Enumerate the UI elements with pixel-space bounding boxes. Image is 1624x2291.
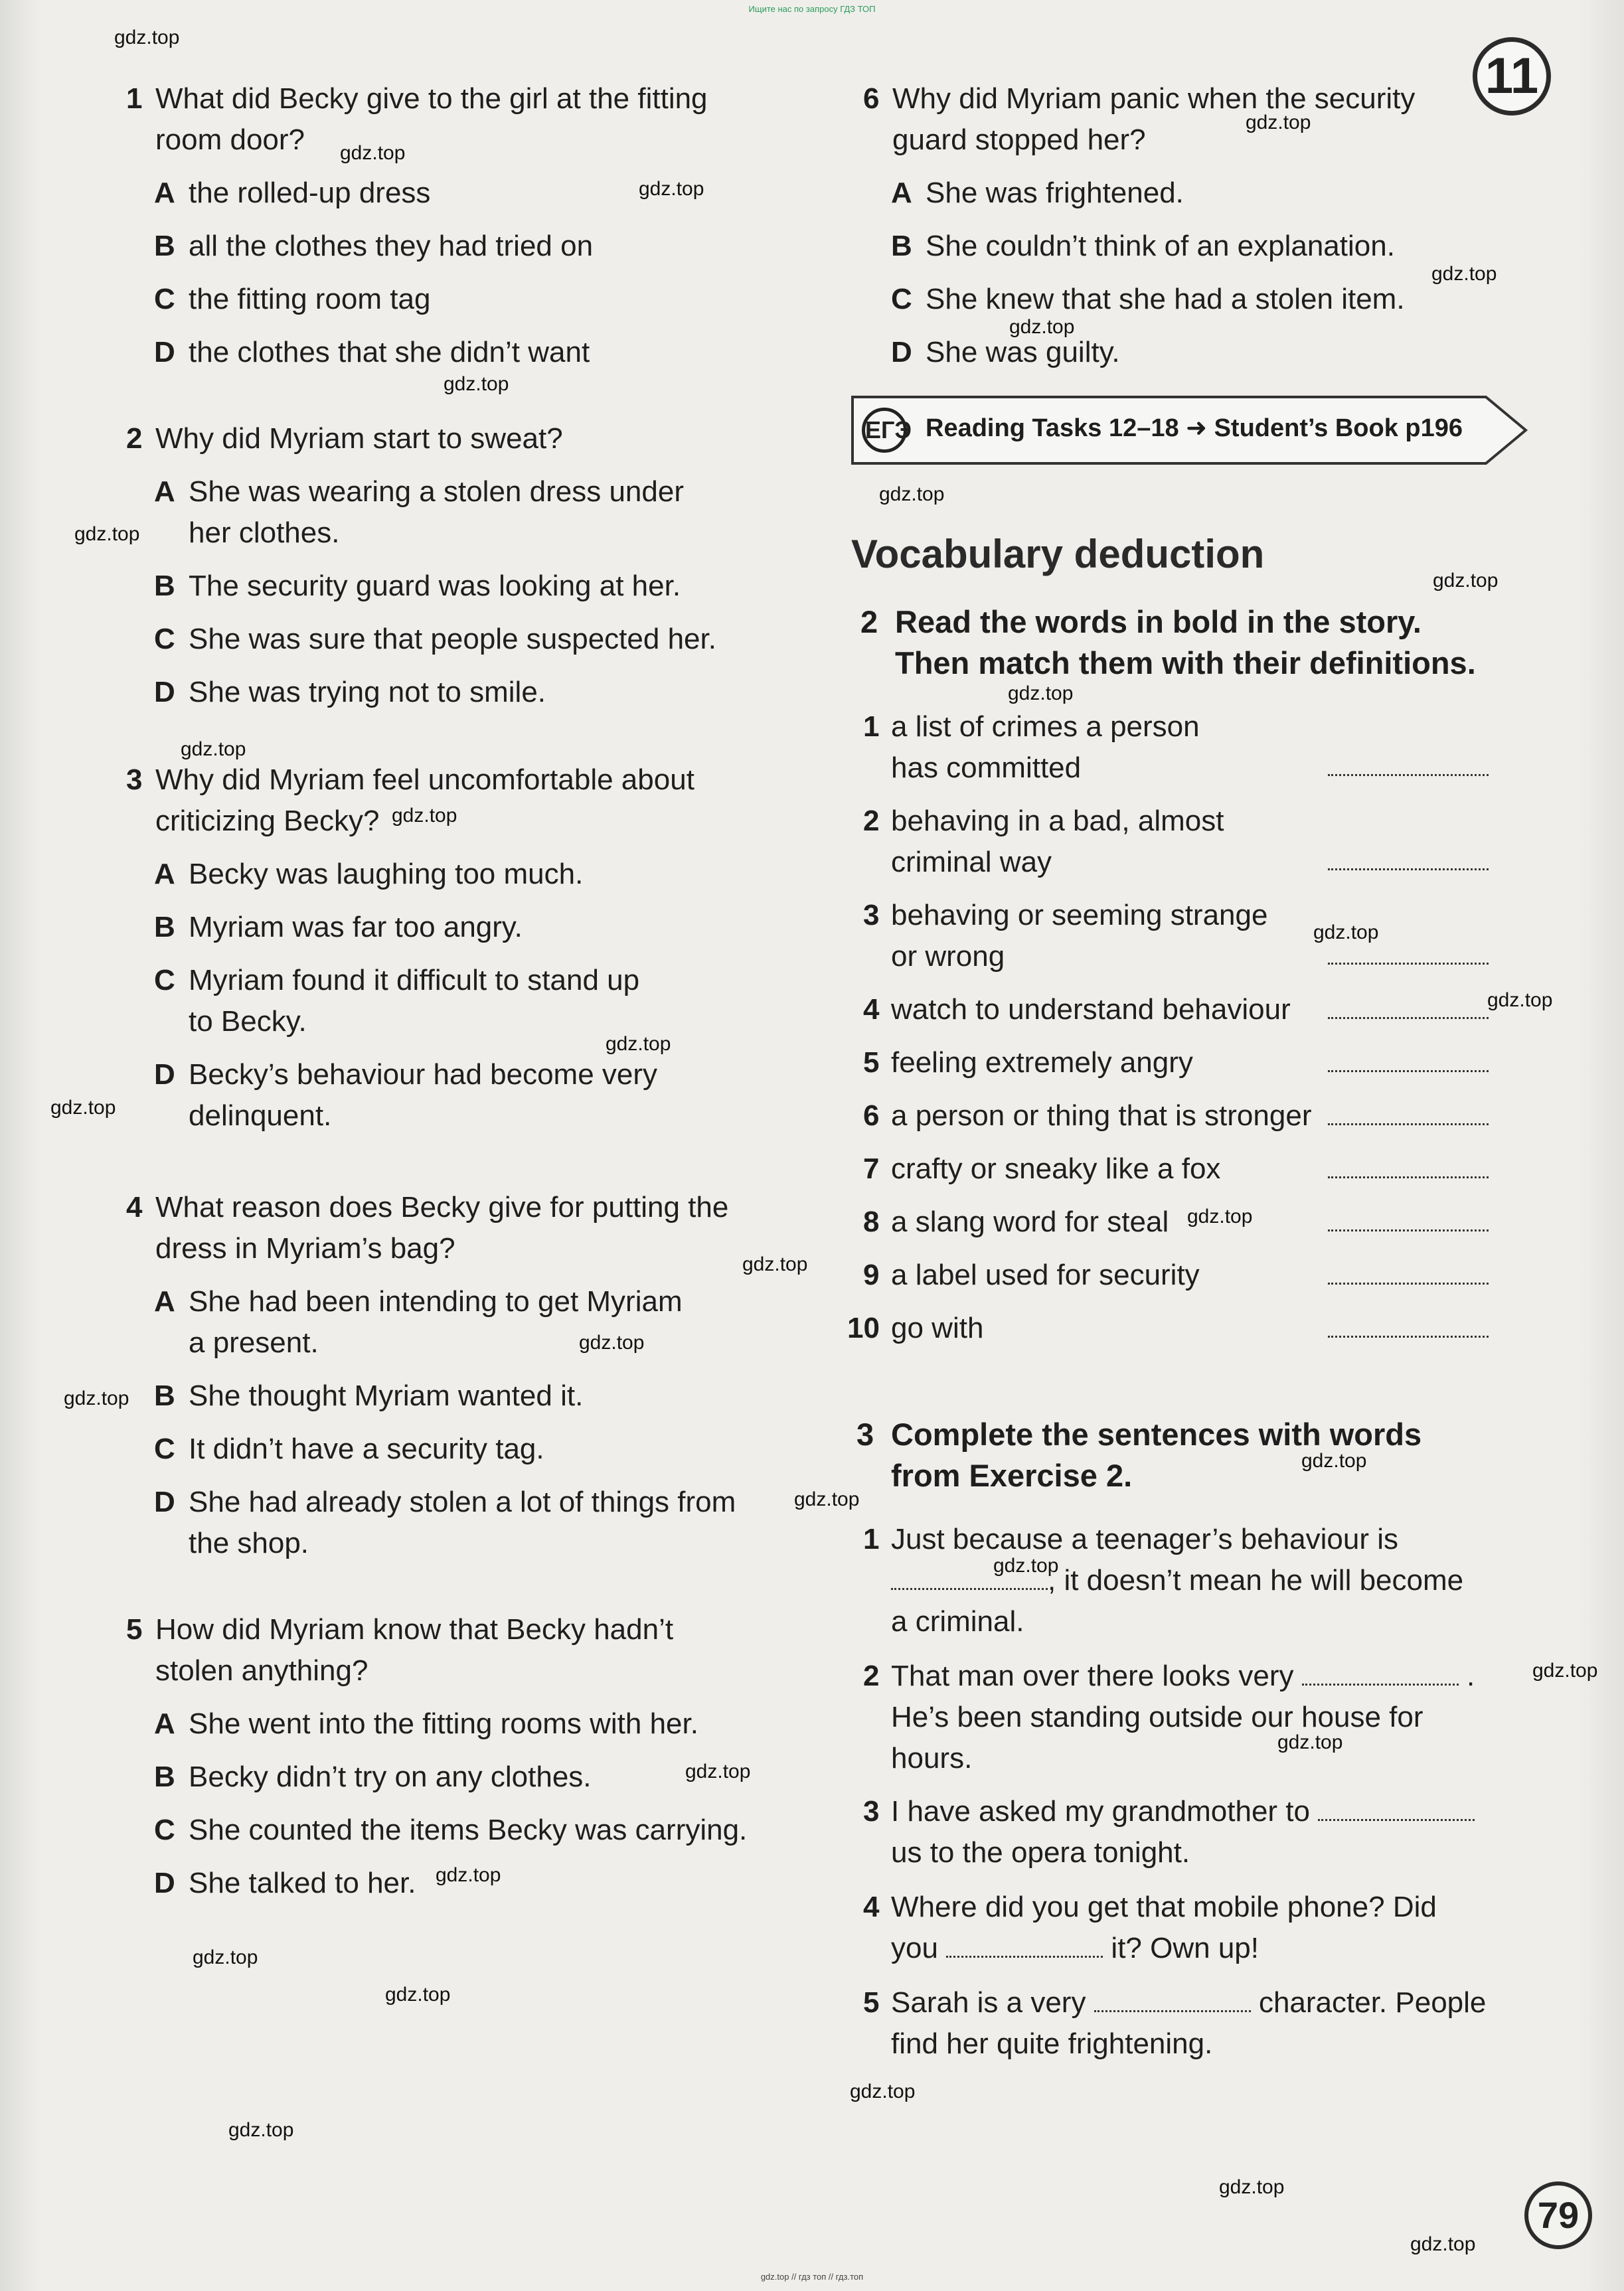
option-b[interactable]: B The security guard was looking at her. bbox=[154, 570, 681, 602]
watermark-text: gdz.top bbox=[385, 1984, 451, 2006]
exercise-3-heading: 3 Complete the sentences with words from Exercise 2. bbox=[856, 1414, 1520, 1496]
definition-item: 1 a list of crimes a person has committed bbox=[863, 710, 1200, 784]
definition-item: 7 crafty or sneaky like a fox bbox=[863, 1152, 1221, 1185]
option-d[interactable]: D She was guilty. bbox=[891, 336, 1120, 368]
answer-blank[interactable] bbox=[946, 1933, 1103, 1958]
page-number-badge: 79 bbox=[1524, 2181, 1592, 2249]
exam-icon: ЕГЭ bbox=[862, 408, 907, 453]
option-b[interactable]: B Myriam was far too angry. bbox=[154, 911, 523, 943]
unit-number-badge: 11 bbox=[1473, 37, 1551, 116]
option-a[interactable]: A the rolled-up dress bbox=[154, 177, 431, 209]
exercise-2-heading: 2 Read the words in bold in the story. Then match them with their definitions. bbox=[860, 601, 1524, 684]
sentence-4: 4 Where did you get that mobile phone? Did you it? Own up! bbox=[863, 1891, 1437, 1964]
watermark-text: gdz.top bbox=[1532, 1660, 1598, 1682]
option-d[interactable]: D She was trying not to smile. bbox=[154, 676, 546, 708]
left-column bbox=[126, 78, 790, 373]
header-note: Ищите нас по запросу ГДЗ ТОП bbox=[748, 4, 876, 14]
watermark-text: gdz.top bbox=[579, 1332, 645, 1354]
option-c[interactable]: C the fitting room tag bbox=[154, 283, 431, 315]
answer-blank[interactable] bbox=[1328, 1069, 1489, 1072]
option-d[interactable]: D She had already stolen a lot of things from the shop. bbox=[154, 1486, 736, 1559]
sentence-1: 1 Just because a teenager’s behaviour is , it doesn’t mean he will become a criminal. bbox=[863, 1523, 1464, 1638]
watermark-text: gdz.top bbox=[993, 1555, 1059, 1577]
answer-blank[interactable] bbox=[1328, 1228, 1489, 1231]
option-d[interactable]: D the clothes that she didn’t want bbox=[154, 336, 590, 368]
watermark-text: gdz.top bbox=[879, 483, 945, 505]
answer-blank[interactable] bbox=[1094, 1988, 1251, 2012]
question-4: 4 What reason does Becky give for putting the dress in Myriam’s bag? A She had been intending to get Myriam a present. B She thought Myriam wanted it. C It didn’t have a security tag. D She had already stolen a lot of things from the shop. bbox=[126, 1187, 790, 1564]
answer-blank[interactable] bbox=[1328, 1281, 1489, 1285]
answer-blank[interactable] bbox=[1328, 1334, 1489, 1338]
left-column-q5 bbox=[126, 1609, 790, 1904]
left-column-q3 bbox=[126, 759, 790, 1137]
watermark-text: gdz.top bbox=[181, 738, 246, 760]
watermark-text: gdz.top bbox=[685, 1761, 751, 1782]
watermark-text: gdz.top bbox=[1301, 1450, 1367, 1472]
watermark-text: gdz.top bbox=[1487, 989, 1553, 1011]
answer-blank[interactable] bbox=[1328, 1175, 1489, 1178]
watermark-text: gdz.top bbox=[1431, 263, 1497, 285]
option-a[interactable]: A She was frightened. bbox=[891, 177, 1184, 209]
option-d[interactable]: D She talked to her. bbox=[154, 1867, 416, 1899]
option-b[interactable]: B She couldn’t think of an explanation. bbox=[891, 230, 1395, 262]
option-a[interactable]: A Becky was laughing too much. bbox=[154, 858, 584, 890]
question-2: 2 Why did Myriam start to sweat? A She was wearing a stolen dress under her clothes. B The security guard was looking at her. C She was sure that people suspected her. D She was trying not to smile. bbox=[126, 418, 790, 713]
option-b[interactable]: B all the clothes they had tried on bbox=[154, 230, 594, 262]
reading-tasks-banner[interactable] bbox=[849, 393, 1532, 467]
reading-tasks-text: Reading Tasks 12–18 ➜ Student’s Book p196 bbox=[926, 414, 1463, 442]
watermark-text: gdz.top bbox=[193, 1946, 258, 1968]
answer-blank[interactable] bbox=[1302, 1661, 1459, 1686]
sentence-3: 3 I have asked my grandmother to us to the opera tonight. bbox=[863, 1791, 1501, 1873]
option-a[interactable]: A She was wearing a stolen dress under her clothes. bbox=[154, 475, 684, 549]
question-text: What did Becky give to the girl at the fitting bbox=[155, 82, 708, 115]
answer-blank[interactable] bbox=[1318, 1796, 1475, 1821]
watermark-text: gdz.top bbox=[340, 142, 406, 164]
left-column-q2 bbox=[126, 418, 790, 713]
watermark-text: gdz.top bbox=[606, 1033, 671, 1055]
watermark-text: gdz.top bbox=[639, 178, 704, 200]
left-column-q4 bbox=[126, 1187, 790, 1564]
answer-blank[interactable] bbox=[1328, 773, 1489, 776]
question-1 bbox=[126, 78, 790, 373]
answer-blank[interactable] bbox=[1328, 867, 1489, 870]
watermark-text: gdz.top bbox=[50, 1097, 116, 1119]
vocabulary-deduction-title: Vocabulary deduction bbox=[851, 532, 1265, 576]
sentence-5: 5 Sarah is a very character. People find her quite frightening. bbox=[863, 1986, 1487, 2060]
right-column-q6 bbox=[863, 78, 1501, 373]
option-c[interactable]: C It didn’t have a security tag. bbox=[154, 1433, 544, 1465]
definition-item: 4 watch to understand behaviour bbox=[863, 993, 1291, 1026]
definition-item: 10 go with bbox=[847, 1312, 984, 1344]
watermark-text: gdz.top bbox=[1410, 2233, 1476, 2255]
option-a[interactable]: A She had been intending to get Myriam a present. bbox=[154, 1285, 683, 1359]
option-a[interactable]: A She went into the fitting rooms with her. bbox=[154, 1707, 698, 1740]
watermark-text: gdz.top bbox=[436, 1864, 501, 1886]
definition-item: 9 a label used for security bbox=[863, 1259, 1200, 1291]
question-text: room door? bbox=[155, 123, 305, 156]
watermark-text: gdz.top bbox=[1187, 1206, 1253, 1227]
option-d[interactable]: D Becky’s behaviour had become very delinquent. bbox=[154, 1058, 658, 1132]
question-3: 3 Why did Myriam feel uncomfortable about criticizing Becky? A Becky was laughing too much. B Myriam was far too angry. C Myriam found it difficult to stand up to Becky. D Becky’s behaviour had become very delinquent. bbox=[126, 759, 790, 1137]
watermark-text: gdz.top bbox=[1219, 2176, 1285, 2198]
definition-item: 6 a person or thing that is stronger bbox=[863, 1099, 1312, 1132]
option-c[interactable]: C She counted the items Becky was carrying. bbox=[154, 1814, 748, 1846]
watermark-text: gdz.top bbox=[64, 1387, 129, 1409]
option-b[interactable]: B She thought Myriam wanted it. bbox=[154, 1380, 584, 1412]
watermark-text: gdz.top bbox=[794, 1488, 860, 1510]
exercise-number: 3 bbox=[856, 1417, 874, 1452]
watermark-text: gdz.top bbox=[1008, 682, 1074, 704]
footer-note: gdz.top // гдз топ // гдз.топ bbox=[760, 2272, 864, 2282]
watermark-text: gdz.top bbox=[1433, 570, 1499, 592]
option-c[interactable]: C She was sure that people suspected her. bbox=[154, 623, 716, 655]
watermark-text: gdz.top bbox=[114, 27, 180, 48]
watermark-text: gdz.top bbox=[392, 805, 457, 827]
option-b[interactable]: B Becky didn’t try on any clothes. bbox=[154, 1761, 592, 1793]
definition-item: 3 behaving or seeming strange or wrong bbox=[863, 899, 1268, 973]
watermark-text: gdz.top bbox=[1277, 1731, 1343, 1753]
definition-item: 2 behaving in a bad, almost criminal way bbox=[863, 805, 1224, 878]
question-5: 5 How did Myriam know that Becky hadn’t stolen anything? A She went into the fitting rooms with her. B Becky didn’t try on any clothes. C She counted the items Becky was carrying. D She talked to her. bbox=[126, 1609, 790, 1904]
question-number: 1 bbox=[126, 82, 143, 115]
option-c[interactable]: C She knew that she had a stolen item. bbox=[891, 283, 1405, 315]
watermark-text: gdz.top bbox=[1246, 112, 1311, 133]
watermark-text: gdz.top bbox=[742, 1253, 808, 1275]
watermark-text: gdz.top bbox=[850, 2081, 916, 2102]
watermark-text: gdz.top bbox=[444, 373, 509, 395]
watermark-text: gdz.top bbox=[1313, 921, 1379, 943]
question-6: 6 Why did Myriam panic when the security guard stopped her? A She was frightened. B She couldn’t think of an explanation. C She knew that she had a stolen item. D She was guilty. bbox=[863, 78, 1501, 373]
answer-blank[interactable] bbox=[1328, 961, 1489, 965]
watermark-text: gdz.top bbox=[1009, 316, 1075, 338]
sentence-2: 2 That man over there looks very . He’s been standing outside our house for hours. bbox=[863, 1660, 1475, 1775]
answer-blank[interactable] bbox=[1328, 1122, 1489, 1125]
answer-blank[interactable] bbox=[1328, 1016, 1489, 1019]
watermark-text: gdz.top bbox=[228, 2119, 294, 2141]
definition-item: 8 a slang word for steal bbox=[863, 1206, 1169, 1238]
watermark-text: gdz.top bbox=[74, 523, 140, 545]
option-c[interactable]: C Myriam found it difficult to stand up to Becky. bbox=[154, 964, 640, 1038]
definition-item: 5 feeling extremely angry bbox=[863, 1046, 1193, 1079]
exercise-number: 2 bbox=[860, 604, 878, 639]
